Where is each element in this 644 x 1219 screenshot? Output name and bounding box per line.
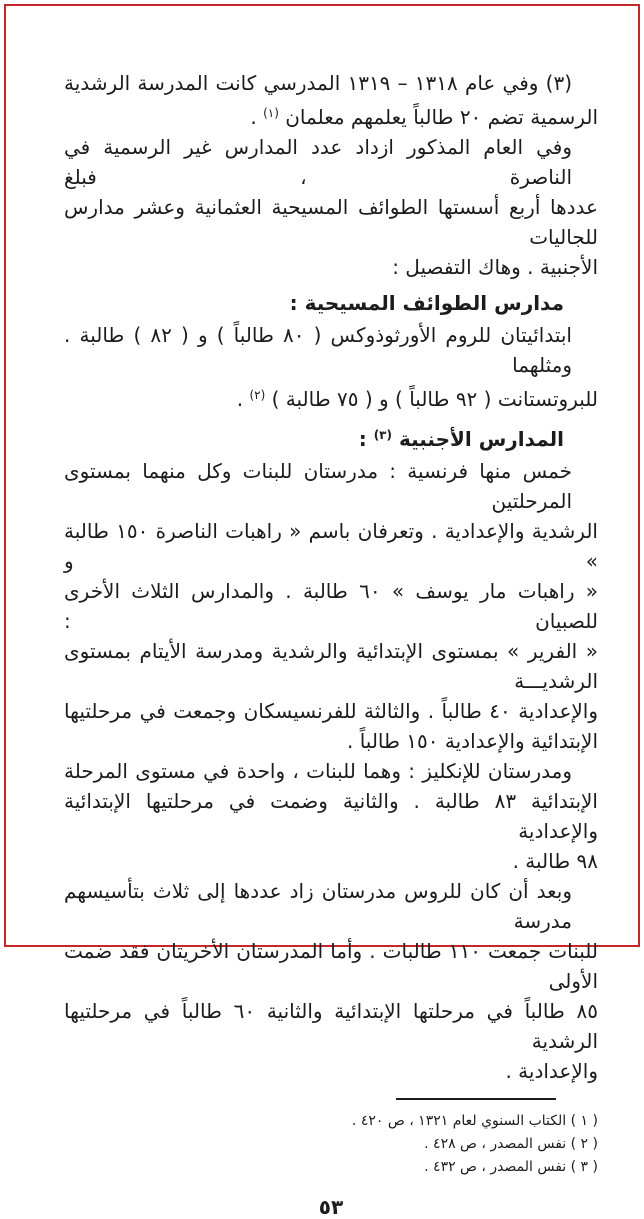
- text-line: ٨٥ طالباً في مرحلتها الإبتدائية والثانية ٦٠ طالباً في مرحلتيها الرشدية: [64, 999, 598, 1053]
- text-segment: .: [250, 105, 264, 129]
- text-line: « الفرير » بمستوى الإبتدائية والرشدية ومدرسة الأيتام بمستوى الرشديـــة: [64, 639, 598, 693]
- text-line: [64, 98, 598, 132]
- section-heading-foreign-schools: [64, 420, 598, 454]
- text-line: ومدرستان للإنكليز : وهما للبنات ، واحدة في مستوى المرحلة: [64, 759, 572, 783]
- text-line: عددها أربع أسستها الطوائف المسيحية العثمانية وعشر مدارس للجاليات: [64, 195, 598, 249]
- heading-text: :: [358, 427, 374, 451]
- paragraph-russian-schools: [64, 876, 598, 1086]
- paragraph-english-schools: [64, 756, 598, 876]
- text-line: للبنات جمعت ١١٠ طالبات . وأما المدرستان الأخريتان فقد ضمت الأولى: [64, 939, 598, 993]
- footnote-ref-1: (١): [263, 106, 279, 120]
- paragraph-official-school: [64, 68, 598, 132]
- text-line: وبعد أن كان للروس مدرستان زاد عددها إلى ثلاث بتأسيسهم مدرسة: [64, 879, 572, 933]
- text-segment: الرسمية تضم ٢٠ طالباً يعلمهم معلمان: [278, 105, 598, 129]
- text-segment: .: [236, 387, 250, 411]
- footnote-separator: [396, 1098, 556, 1100]
- text-line: (٣) وفي عام ١٣١٨ – ١٣١٩ المدرسي كانت المدرسة الرشدية: [64, 71, 572, 95]
- text-line: ٩٨ طالبة .: [512, 849, 598, 873]
- text-line: « راهبات مار يوسف » ٦٠ طالبة . والمدارس الثلاث الأخرى للصبيان :: [64, 579, 598, 633]
- paragraph-french-schools: [64, 456, 598, 756]
- text-line: الإبتدائية ٨٣ طالبة . والثانية وضمت في مرحلتيها الإبتدائية والإعدادية: [64, 789, 598, 843]
- page-number: ٥٣: [318, 1195, 344, 1219]
- heading-text: المدارس الأجنبية: [391, 427, 564, 451]
- text-line: الإبتدائية والإعدادية ١٥٠ طالباً .: [346, 729, 598, 753]
- book-page: [6, 6, 638, 1219]
- body-text: [64, 68, 598, 1086]
- footnote-item-1: ( ١ ) الكتاب السنوي لعام ١٣٢١ ، ص ٤٢٠ .: [351, 1113, 598, 1129]
- text-line: [64, 380, 598, 414]
- text-line: الرشدية والإعدادية . وتعرفان باسم « راهبات الناصرة ١٥٠ طالبة » و: [64, 519, 598, 573]
- paragraph-unofficial-schools: [64, 132, 598, 282]
- text-line: وفي العام المذكور ازداد عدد المدارس غير الرسمية في الناصرة ، فبلغ: [64, 135, 572, 189]
- text-line: ابتدائيتان للروم الأورثوذوكس ( ٨٠ طالباً ) و ( ٨٢ ) طالبة . ومثلهما: [64, 323, 572, 377]
- text-segment: للبروتستانت ( ٩٢ طالباً ) و ( ٧٥ طالبة ): [265, 387, 598, 411]
- paragraph-christian-schools: [64, 320, 598, 414]
- text-line: الأجنبية . وهاك التفصيل :: [392, 255, 598, 279]
- text-line: خمس منها فرنسية : مدرستان للبنات وكل منهما بمستوى المرحلتين: [64, 459, 572, 513]
- section-heading-christian-schools: مدارس الطوائف المسيحية :: [289, 291, 564, 315]
- text-line: والإعدادية .: [505, 1059, 598, 1083]
- text-line: والإعدادية ٤٠ طالباً . والثالثة للفرنسيسكان وجمعت في مرحلتيها: [64, 699, 598, 723]
- footnote-item-2: ( ٢ ) نفس المصدر ، ص ٤٢٨ .: [424, 1136, 598, 1152]
- footnote-ref-2: (٢): [249, 388, 266, 402]
- footnote-item-3: ( ٣ ) نفس المصدر ، ص ٤٣٢ .: [424, 1159, 598, 1175]
- footnotes-section: [64, 1098, 598, 1179]
- footnote-ref-3: (٣): [373, 428, 392, 442]
